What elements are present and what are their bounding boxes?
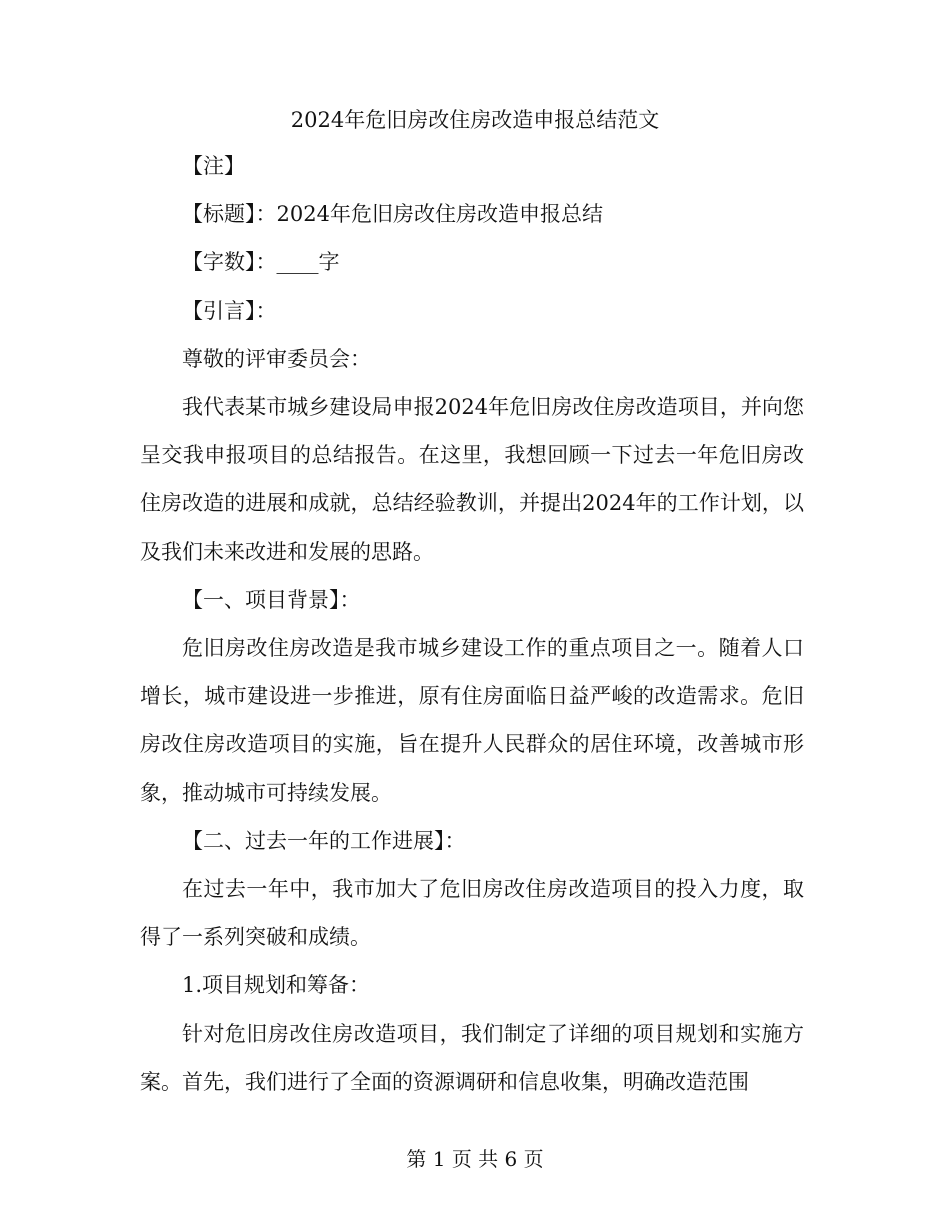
subsection-heading-planning: 1.项目规划和筹备：	[182, 973, 371, 998]
document-body	[140, 142, 804, 1106]
document-title: 2024年危旧房改住房改造申报总结范文	[290, 108, 660, 132]
intro-paragraph: 我代表某市城乡建设局申报2024年危旧房改住房改造项目，并向您呈交我申报项目的总结报告。在这里，我想回顾一下过去一年危旧房改住房改造的进展和成就，总结经验教训，并提出2024年的工作计划，以及我们未来改进和发展的思路。	[140, 395, 804, 564]
salutation: 尊敬的评审委员会：	[182, 346, 371, 371]
introduction-heading: 【引言】：	[182, 298, 277, 323]
progress-paragraph: 在过去一年中，我市加大了危旧房改住房改造项目的投入力度，取得了一系列突破和成绩。	[140, 877, 804, 950]
planning-paragraph: 针对危旧房改住房改造项目，我们制定了详细的项目规划和实施方案。首先，我们进行了全面的资源调研和信息收集，明确改造范围	[140, 1021, 804, 1094]
background-paragraph: 危旧房改住房改造是我市城乡建设工作的重点项目之一。随着人口增长，城市建设进一步推进，原有住房面临日益严峻的改造需求。危旧房改住房改造项目的实施，旨在提升人民群众的居住环境，改善城市形象，推动城市可持续发展。	[140, 636, 804, 805]
page-footer: 第 1 页 共 6 页	[406, 1147, 544, 1171]
section-heading-background: 【一、项目背景】：	[182, 587, 361, 612]
note-heading: 【注】	[182, 154, 245, 178]
word-count-field: 【字数】：____字	[182, 250, 340, 275]
title-field: 【标题】：2024年危旧房改住房改造申报总结	[182, 202, 603, 227]
section-heading-progress: 【二、过去一年的工作进展】：	[182, 828, 466, 853]
